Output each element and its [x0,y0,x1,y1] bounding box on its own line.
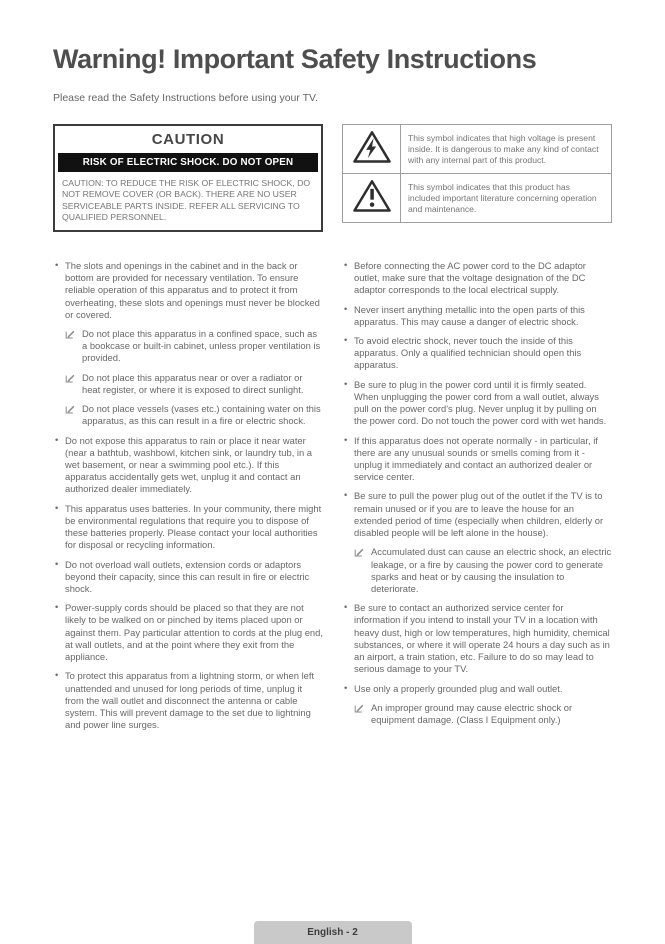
item-text: If this apparatus does not operate normally - in particular, if there are any unusual sounds or smells coming from it - unplug it immediately and contact an authorized dealer or service center. [354,434,598,483]
safety-item [53,260,323,321]
page-title: Warning! Important Safety Instructions [53,44,537,74]
item-text: Do not place vessels (vases etc.) containing water on this apparatus, as this can result in a fire or electric shock. [82,403,321,427]
item-text: The slots and openings in the cabinet and in the back or bottom are provided for necessary ventilation. To ensure reliable operation of this apparatus and to protect it from overheating, these slots and openings must never be blocked or covered. [65,259,320,320]
item-text: Use only a properly grounded plug and wall outlet. [354,682,563,694]
item-text: Be sure to plug in the power cord until it is firmly seated. When unplugging the power cord from a wall outlet, always pull on the power cord's plug. Never unplug it by pulling on the power cord. Do not touch the power cord with wet hands. [354,378,607,427]
safety-note [53,328,323,365]
caution-section [53,124,612,232]
safety-item [342,435,612,484]
item-text: To protect this apparatus from a lightning storm, or when left unattended and unused for long periods of time, unplug it from the wall outlet and disconnect the antenna or cable system. This will prevent damage to the set due to lightning and power line surges. [65,670,315,731]
caution-box-bar: RISK OF ELECTRIC SHOCK. DO NOT OPEN [58,153,318,172]
safety-note [342,546,612,595]
safety-column-left [53,260,323,738]
note-icon [65,373,75,383]
safety-instructions [53,260,612,738]
page-subtitle: Please read the Safety Instructions before using your TV. [53,92,318,104]
safety-item [53,503,323,552]
item-text: Be sure to contact an authorized service center for information if you intend to install your TV in a location with heavy dust, high or low temperatures, high humidity, chemical substances, or where it will operate 24 hours a day such as in an airport, a train station, etc. Failure to do so may lead to serious damage to your TV. [354,602,610,675]
safety-item [342,304,612,328]
note-icon [354,703,364,713]
safety-item [342,335,612,372]
symbol-row-high-voltage [343,125,612,174]
safety-item [53,435,323,496]
note-icon [65,329,75,339]
safety-column-right [342,260,612,738]
item-text: To avoid electric shock, never touch the inside of this apparatus. Only a qualified technician should open this apparatus. [354,335,582,371]
item-text: Power-supply cords should be placed so that they are not likely to be walked on or pinched by items placed upon or against them. Pay particular attention to cords at the plug end, at wall outlets, and at the point where they exit from the appliance. [65,602,323,663]
safety-note [53,403,323,427]
note-icon [65,404,75,414]
safety-item [53,602,323,663]
caution-box-title: CAUTION [151,131,225,148]
note-icon [354,547,364,557]
safety-item [342,490,612,539]
safety-item [53,670,323,731]
item-text: Never insert anything metallic into the open parts of this apparatus. This may cause a danger of electric shock. [354,303,585,327]
item-text: Before connecting the AC power cord to the DC adaptor outlet, make sure that the voltage designation of the DC adaptor corresponds to the local electrical supply. [354,259,586,296]
caution-box-body: CAUTION: TO REDUCE THE RISK OF ELECTRIC SHOCK, DO NOT REMOVE COVER (OR BACK). THERE ARE NO USER SERVICEABLE PARTS INSIDE. REFER ALL SERVICING TO QUALIFIED PERSONNEL. [62,178,311,223]
item-text: An improper ground may cause electric shock or equipment damage. (Class I Equipment only.) [371,701,573,725]
footer-page-tab [254,921,412,944]
item-text: Be sure to pull the power plug out of the outlet if the TV is to remain unused or if you are to leave the house for an extended period of time (especially when children, elderly or disabled people will be left alone in the house). [354,490,604,539]
high-voltage-icon-cell [343,125,401,174]
safety-item [342,379,612,428]
attention-triangle-icon [352,200,392,217]
safety-item [342,602,612,675]
safety-item [342,683,612,695]
footer-page-label: English - 2 [307,927,358,938]
item-text: Do not expose this apparatus to rain or place it near water (near a bathtub, washbowl, kitchen sink, or laundry tub, in a wet basement, or near a swimming pool etc.). If this apparatus accidentally gets wet, unplug it and contact an authorized dealer immediately. [65,434,313,495]
item-text: Accumulated dust can cause an electric shock, an electric leakage, or a fire by causing the power cord to generate sparks and heat or by causing the insulation to deteriorate. [371,546,612,594]
symbol-text: This symbol indicates that high voltage is present inside. It is dangerous to make any kind of contact with any internal part of this product. [401,125,612,174]
safety-item [342,260,612,297]
symbol-text: This symbol indicates that this product has included important literature concerning operation and maintenance. [401,174,612,223]
symbol-table [342,124,612,223]
attention-icon-cell [343,174,401,223]
safety-item [53,559,323,596]
item-text: Do not overload wall outlets, extension cords or adaptors beyond their capacity, since this can result in fire or electric shock. [65,558,310,594]
item-text: This apparatus uses batteries. In your community, there might be environmental regulations that require you to dispose of these batteries properly. Please contact your local authorities for disposal or recycling information. [65,502,322,551]
safety-note [53,372,323,396]
symbol-row-attention [343,174,612,223]
high-voltage-triangle-icon [352,151,392,168]
safety-note [342,702,612,726]
item-text: Do not place this apparatus near or over a radiator or heat register, or where it is exposed to direct sunlight. [82,371,304,395]
caution-box [53,124,323,232]
item-text: Do not place this apparatus in a confined space, such as a bookcase or built-in cabinet, unless proper ventilation is provided. [82,328,321,364]
